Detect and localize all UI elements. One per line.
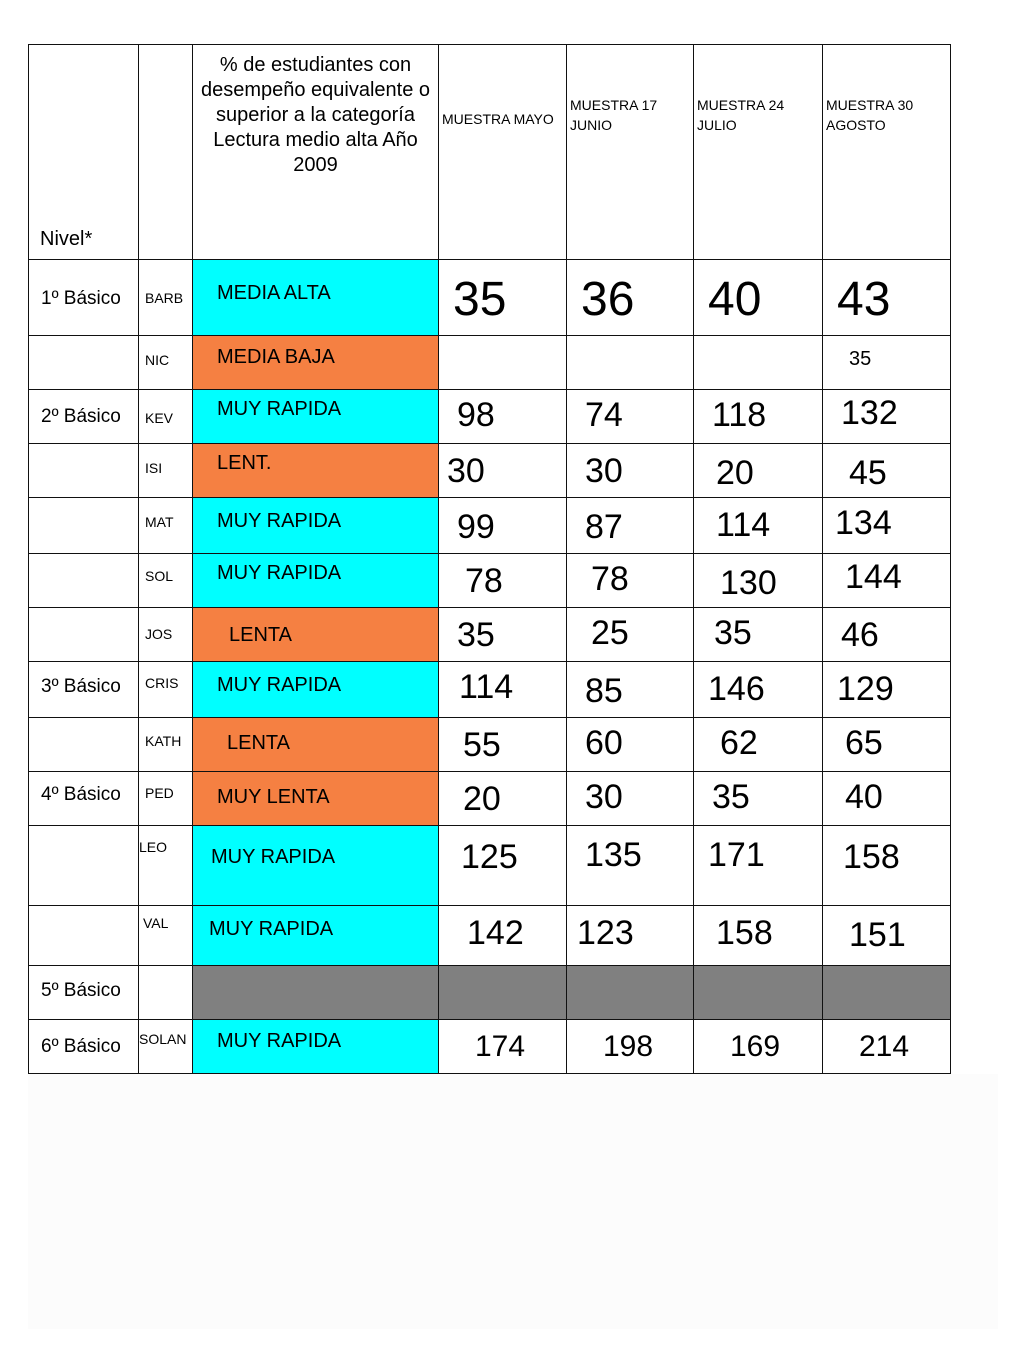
value-cell: 87 bbox=[567, 498, 694, 554]
value-cell: 171 bbox=[694, 826, 823, 906]
category-cell: LENTA bbox=[193, 608, 439, 662]
value-cell bbox=[567, 336, 694, 390]
category-cell: LENTA bbox=[193, 718, 439, 772]
table-row bbox=[29, 826, 951, 906]
value-cell: 20 bbox=[439, 772, 567, 826]
category-cell: MUY RAPIDA bbox=[193, 662, 439, 718]
value-cell: 132 bbox=[823, 390, 951, 444]
value-cell-empty bbox=[694, 966, 823, 1020]
value-cell: 60 bbox=[567, 718, 694, 772]
student-cell: ISI bbox=[139, 444, 193, 498]
table-row bbox=[29, 608, 951, 662]
header-student bbox=[139, 45, 193, 260]
student-cell: MAT bbox=[139, 498, 193, 554]
nivel-cell bbox=[29, 608, 139, 662]
nivel-cell: 3º Básico bbox=[29, 662, 139, 718]
value-cell-empty bbox=[567, 966, 694, 1020]
student-cell bbox=[139, 966, 193, 1020]
value-cell: 45 bbox=[823, 444, 951, 498]
header-nivel: Nivel* bbox=[29, 45, 139, 260]
table-row bbox=[29, 772, 951, 826]
value-cell: 169 bbox=[694, 1020, 823, 1074]
category-cell: MEDIA BAJA bbox=[193, 336, 439, 390]
category-cell: MUY RAPIDA bbox=[193, 390, 439, 444]
table-row bbox=[29, 336, 951, 390]
value-cell: 55 bbox=[439, 718, 567, 772]
student-cell: NIC bbox=[139, 336, 193, 390]
value-cell: 129 bbox=[823, 662, 951, 718]
header-sample-june: MUESTRA 17 JUNIO bbox=[567, 45, 694, 260]
value-cell: 30 bbox=[567, 444, 694, 498]
reading-results-table bbox=[28, 44, 951, 1074]
category-cell: MUY RAPIDA bbox=[193, 906, 439, 966]
value-cell: 214 bbox=[823, 1020, 951, 1074]
value-cell: 158 bbox=[694, 906, 823, 966]
student-cell: BARB bbox=[139, 260, 193, 336]
value-cell: 43 bbox=[823, 260, 951, 336]
value-cell: 25 bbox=[567, 608, 694, 662]
header-sample-august: MUESTRA 30 AGOSTO bbox=[823, 45, 951, 260]
category-cell: MUY LENTA bbox=[193, 772, 439, 826]
value-cell: 146 bbox=[694, 662, 823, 718]
value-cell: 134 bbox=[823, 498, 951, 554]
nivel-cell bbox=[29, 718, 139, 772]
value-cell: 35 bbox=[823, 336, 951, 390]
nivel-cell: 1º Básico bbox=[29, 260, 139, 336]
value-cell: 20 bbox=[694, 444, 823, 498]
value-cell: 98 bbox=[439, 390, 567, 444]
header-percentage: % de estudiantes con desempeño equivalente o superior a la categoría Lectura medio alta Año 2009 bbox=[193, 45, 439, 260]
value-cell: 35 bbox=[439, 260, 567, 336]
page-background bbox=[28, 1074, 998, 1329]
value-cell: 46 bbox=[823, 608, 951, 662]
nivel-cell: 2º Básico bbox=[29, 390, 139, 444]
nivel-cell bbox=[29, 554, 139, 608]
table-row bbox=[29, 718, 951, 772]
value-cell: 40 bbox=[823, 772, 951, 826]
value-cell: 85 bbox=[567, 662, 694, 718]
category-cell: MUY RAPIDA bbox=[193, 1020, 439, 1074]
table-row bbox=[29, 1020, 951, 1074]
student-cell: VAL bbox=[139, 906, 193, 966]
student-cell: SOLAN bbox=[139, 1020, 193, 1074]
student-cell: CRIS bbox=[139, 662, 193, 718]
value-cell: 74 bbox=[567, 390, 694, 444]
header-sample-may: MUESTRA MAYO bbox=[439, 45, 567, 260]
value-cell: 142 bbox=[439, 906, 567, 966]
value-cell: 114 bbox=[439, 662, 567, 718]
table-row bbox=[29, 662, 951, 718]
value-cell: 123 bbox=[567, 906, 694, 966]
nivel-cell: 6º Básico bbox=[29, 1020, 139, 1074]
value-cell: 78 bbox=[567, 554, 694, 608]
value-cell: 30 bbox=[567, 772, 694, 826]
value-cell: 62 bbox=[694, 718, 823, 772]
nivel-cell: 4º Básico bbox=[29, 772, 139, 826]
value-cell: 158 bbox=[823, 826, 951, 906]
nivel-cell: 5º Básico bbox=[29, 966, 139, 1020]
nivel-cell bbox=[29, 336, 139, 390]
category-cell: MEDIA ALTA bbox=[193, 260, 439, 336]
table-row bbox=[29, 966, 951, 1020]
value-cell: 35 bbox=[439, 608, 567, 662]
value-cell: 144 bbox=[823, 554, 951, 608]
header-row bbox=[29, 45, 951, 260]
nivel-cell bbox=[29, 906, 139, 966]
value-cell bbox=[439, 336, 567, 390]
student-cell: PED bbox=[139, 772, 193, 826]
student-cell: JOS bbox=[139, 608, 193, 662]
value-cell: 40 bbox=[694, 260, 823, 336]
value-cell: 99 bbox=[439, 498, 567, 554]
nivel-cell bbox=[29, 444, 139, 498]
value-cell: 125 bbox=[439, 826, 567, 906]
category-cell: MUY RAPIDA bbox=[193, 826, 439, 906]
value-cell: 174 bbox=[439, 1020, 567, 1074]
value-cell: 36 bbox=[567, 260, 694, 336]
student-cell: KATH bbox=[139, 718, 193, 772]
value-cell: 35 bbox=[694, 608, 823, 662]
table-row bbox=[29, 554, 951, 608]
student-cell: LEO bbox=[139, 826, 193, 906]
category-cell: LENT. bbox=[193, 444, 439, 498]
category-cell-empty bbox=[193, 966, 439, 1020]
student-cell: SOL bbox=[139, 554, 193, 608]
nivel-cell bbox=[29, 498, 139, 554]
value-cell-empty bbox=[439, 966, 567, 1020]
value-cell: 151 bbox=[823, 906, 951, 966]
value-cell: 118 bbox=[694, 390, 823, 444]
value-cell: 30 bbox=[439, 444, 567, 498]
table-row bbox=[29, 390, 951, 444]
value-cell: 198 bbox=[567, 1020, 694, 1074]
value-cell bbox=[694, 336, 823, 390]
value-cell: 35 bbox=[694, 772, 823, 826]
value-cell: 130 bbox=[694, 554, 823, 608]
value-cell: 65 bbox=[823, 718, 951, 772]
student-cell: KEV bbox=[139, 390, 193, 444]
table-row bbox=[29, 498, 951, 554]
value-cell: 114 bbox=[694, 498, 823, 554]
category-cell: MUY RAPIDA bbox=[193, 498, 439, 554]
nivel-cell bbox=[29, 826, 139, 906]
table-row bbox=[29, 260, 951, 336]
value-cell: 135 bbox=[567, 826, 694, 906]
category-cell: MUY RAPIDA bbox=[193, 554, 439, 608]
value-cell: 78 bbox=[439, 554, 567, 608]
value-cell-empty bbox=[823, 966, 951, 1020]
table-row bbox=[29, 444, 951, 498]
table-row bbox=[29, 906, 951, 966]
header-sample-july: MUESTRA 24 JULIO bbox=[694, 45, 823, 260]
